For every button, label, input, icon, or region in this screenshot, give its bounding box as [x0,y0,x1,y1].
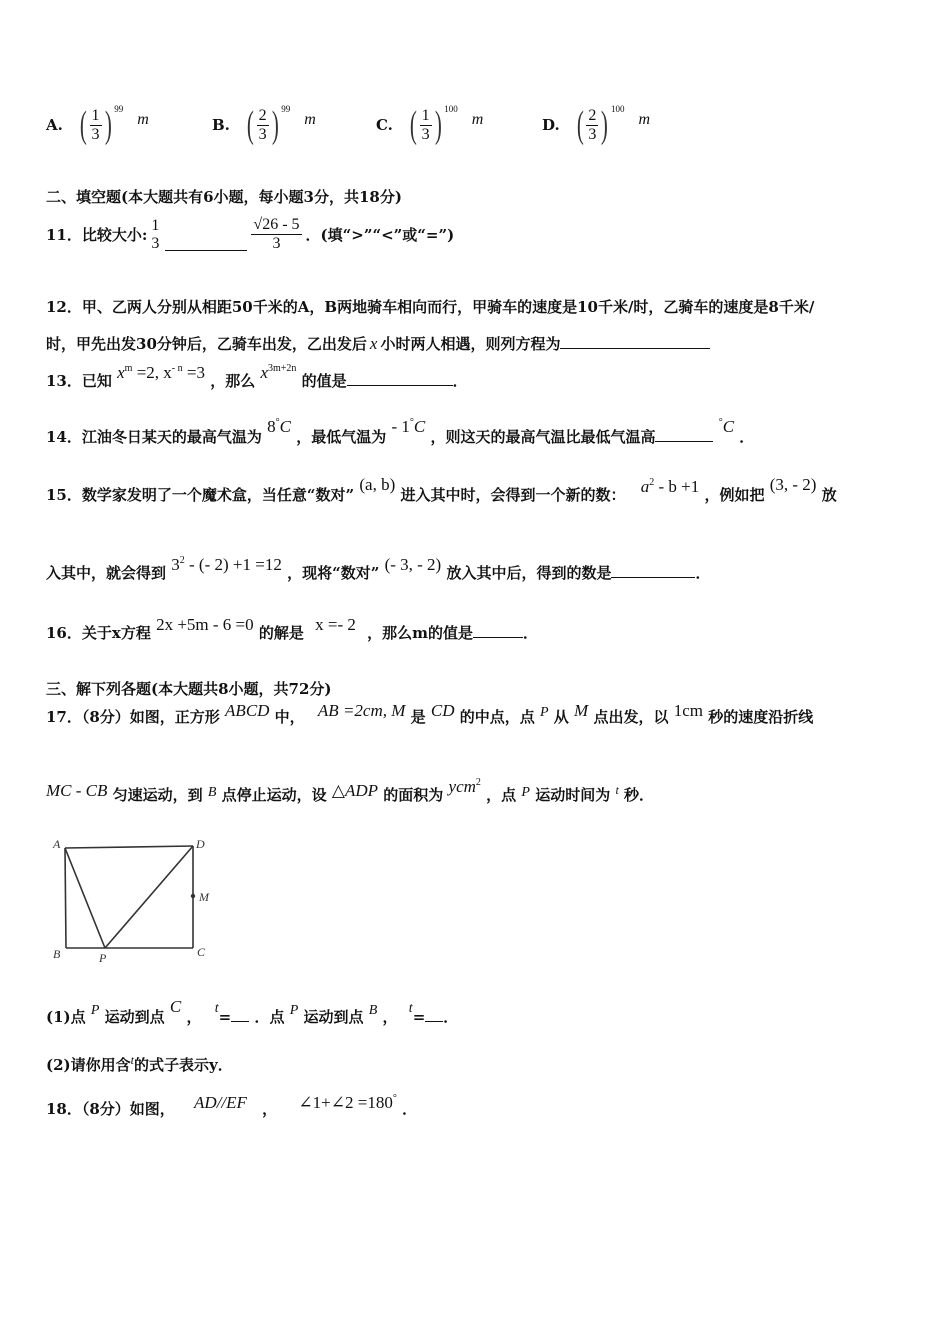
exponent: 100 [611,104,625,114]
q13-answer-blank[interactable] [347,371,453,386]
question-14: 14．江油冬日某天的最高气温为 8°C ，最低气温为 - 1°C ，则这天的最高气温比最低气温高 °C ． [46,417,755,446]
section-2-title: 二、填空题(本大题共有6小题，每小题3分，共18分) [46,188,402,206]
variable: m [304,111,316,128]
section-3-title: 三、解下列各题(本大题共8小题，共72分) [46,680,332,698]
segment-dp [105,846,193,948]
q17-line-2: MC - CB 匀速运动，到 B 点停止运动，设 △ADP 的面积为 ycm$^2$ ，点 P 运动时间为 $^t$ 秒． [46,777,655,804]
q11-fraction-2: $\frac{√26 - 5}{3}$ [253,216,300,252]
q12-answer-blank[interactable] [560,334,710,349]
fraction: $\frac{2}{3}$ [588,106,597,143]
q17-line-1: 17．（8分）如图，正方形 ABCD 中， AB =2cm, M 是 CD 的中点，点 P 从 M 点出发，以 1cm 秒的速度沿折线 [46,701,814,726]
q18-angles: ∠1+∠2 =180° [298,1093,397,1112]
choice-label: A. [46,116,63,134]
fraction: $\frac{1}{3}$ [421,106,430,143]
choice-label: C. [376,116,393,134]
label-d: D [196,837,205,851]
q15-answer-blank[interactable] [611,563,695,578]
q15-new-pair: (- 3, - 2) [384,555,442,574]
side-ad [65,846,193,848]
choice-c[interactable]: C. ( $\frac{1}{3}$ ) 100 m [376,104,484,146]
q11-answer-blank[interactable] [165,236,247,251]
side-ab [65,848,66,948]
q17-sub-1: (1)点 P 运动到点 C ， t= ．点 P 运动到点 B ， t= ． [46,997,459,1026]
q15-calculation: $3^2$ - (- 2) +1 =12 [171,555,282,574]
q17-square: ABCD [225,701,270,720]
q14-answer-blank[interactable] [655,427,713,442]
choice-a[interactable]: A. ( $\frac{1}{3}$ ) 99 m [46,104,149,146]
question-11 [46,216,454,253]
q17-answer-blank-2[interactable] [425,1007,443,1022]
q17-point-p: P [540,705,549,720]
exponent: 99 [281,104,291,114]
q14-unit: °C [718,417,735,436]
q17-sub-2: (2)请你用含$^t$的式子表示y． [46,1053,233,1074]
q13-expression: $x^{3m+2n}$ [260,363,297,382]
q11-prefix: 11．比较大小: [46,226,148,244]
point-m [191,894,195,898]
q15-pair: (a, b) [359,475,396,494]
q16-answer-blank[interactable] [473,623,523,638]
q16-equation: 2x +5m - 6 =0 [156,615,254,634]
q15-rule: $a^2 - b +1$ [640,477,700,496]
choice-d[interactable]: D. ( $\frac{2}{3}$ ) 100 m [542,104,651,146]
q16-solution: x =- 2 [315,615,356,634]
variable: m [471,111,484,128]
exponent: 100 [444,104,458,114]
q11-suffix: ．(填“>”“<”或“=”) [305,226,455,244]
choice-label: B. [212,116,230,134]
exponent: 99 [114,104,124,114]
q18-parallel: AD//EF [194,1093,247,1112]
q12-var: x [369,334,378,353]
fraction: $\frac{2}{3}$ [258,106,267,143]
q15-line-2: 入其中，就会得到 $3^2$ - (- 2) +1 =12 ，现将“数对” (- 3, - 2) 放入其中后，得到的数是 ． [46,555,711,582]
q12-line-2: 时，甲先出发30分钟后，乙骑车出发，乙出发后 x 小时两人相遇，则列方程为 [46,333,710,354]
q17-speed: 1cm [673,701,703,720]
q12-line-1: 12．甲、乙两人分别从相距50千米的A，B两地骑车相向而行，甲骑车的速度是10千米/时，乙骑车的速度是8千米/ [46,298,815,316]
question-18: 18．（8分）如图， AD//EF ， ∠1+∠2 =180° ． [46,1093,418,1118]
variable: m [137,111,149,128]
q17-point-m: M [574,701,589,720]
choice-b[interactable]: B. ( $\frac{2}{3}$ ) 99 m [212,104,316,146]
label-c: C [197,945,206,959]
question-13: 13．已知 $x^m =2$, $x^{- n} =3$ ，那么 $x^{3m+2n}$ 的值是 ． [46,363,468,390]
choice-label: D. [542,116,560,134]
q15-example-pair: (3, - 2) [769,475,817,494]
label-b: B [53,947,61,961]
q17-cd: CD [430,701,455,720]
q17-point-p-2: P [521,785,530,800]
q14-low-temp: - 1°C [391,417,426,436]
variable: m [638,111,651,128]
q13-condition: $x^m =2$, $x^{- n} =3$ [117,363,205,382]
segment-ap [65,848,105,948]
label-p: P [99,951,107,965]
q17-triangle: △ADP [331,781,379,800]
question-16: 16．关于x方程 2x +5m - 6 =0 的解是 x =- 2 ，那么m的值是 ． [46,615,538,642]
q17-answer-blank-1[interactable] [231,1007,249,1022]
q17-area: ycm$^2$ [448,777,481,796]
q17-path: MC - CB [46,781,108,800]
q14-high-temp: 8°C [267,417,291,436]
q11-fraction-1: 1 3 [151,216,160,252]
q17-figure [48,834,224,970]
q17-given: AB =2cm, M [317,701,406,720]
label-m: M [199,890,209,904]
label-a: A [53,837,61,851]
q17-time: t [615,783,619,797]
q15-line-1: 15．数学家发明了一个魔术盒，当任意“数对” (a, b) 进入其中时，会得到一个新的数： $a^2 - b +1$ ，例如把 (3, - 2) 放 [46,475,837,504]
fraction: $\frac{1}{3}$ [91,106,100,143]
q17-point-b: B [207,785,217,800]
